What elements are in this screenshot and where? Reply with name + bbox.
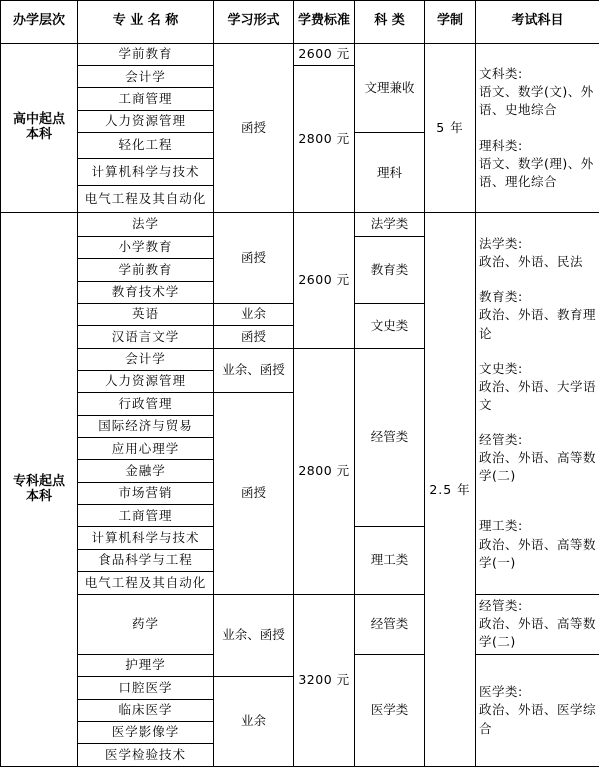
category-cell: 理工类 (355, 527, 425, 594)
major-cell: 法学 (78, 213, 214, 236)
major-cell: 应用心理学 (78, 438, 214, 460)
header-fee: 学费标准 (294, 1, 355, 44)
study-form-cell: 函授 (214, 43, 294, 213)
header-category: 科 类 (355, 1, 425, 44)
major-cell: 计算机科学与技术 (78, 158, 214, 185)
major-cell: 小学教育 (78, 236, 214, 258)
fee-cell: 2800 元 (294, 348, 355, 594)
major-cell: 医学检验技术 (78, 744, 214, 767)
major-cell: 会计学 (78, 348, 214, 370)
level-junior-college: 专科起点 本科 (1, 213, 78, 767)
study-form-cell: 业余、函授 (214, 348, 294, 393)
major-cell: 电气工程及其自动化 (78, 185, 214, 212)
header-exam: 考试科目 (476, 1, 599, 44)
fee-cell: 2800 元 (294, 66, 355, 213)
exam-subjects-cell: 经管类: 政治、外语、高等数学(二) (476, 594, 599, 654)
study-form-cell: 函授 (214, 393, 294, 594)
header-study-form: 学习形式 (214, 1, 294, 44)
major-cell: 行政管理 (78, 393, 214, 415)
category-cell: 医学类 (355, 654, 425, 766)
header-major: 专 业 名 称 (78, 1, 214, 44)
header-level: 办学层次 (1, 1, 78, 44)
category-cell: 教育类 (355, 236, 425, 303)
major-cell: 汉语言文学 (78, 326, 214, 348)
major-cell: 食品科学与工程 (78, 549, 214, 571)
major-cell: 工商管理 (78, 505, 214, 527)
category-cell: 文史类 (355, 303, 425, 348)
major-cell: 教育技术学 (78, 281, 214, 303)
major-cell: 英语 (78, 303, 214, 325)
exam-subjects-cell: 文科类: 语文、数学(文)、外语、史地综合 理科类: 语文、数学(理)、外语、理化综合 (476, 43, 599, 213)
major-cell: 学前教育 (78, 259, 214, 281)
major-cell: 会计学 (78, 66, 214, 88)
major-cell: 电气工程及其自动化 (78, 572, 214, 594)
major-cell: 药学 (78, 594, 214, 654)
major-cell: 工商管理 (78, 88, 214, 110)
study-form-cell: 业余 (214, 677, 294, 767)
fee-cell: 2600 元 (294, 213, 355, 348)
major-cell: 国际经济与贸易 (78, 415, 214, 437)
study-form-cell: 函授 (214, 213, 294, 303)
study-form-cell: 业余 (214, 303, 294, 325)
fee-cell: 2600 元 (294, 43, 355, 65)
header-row (1, 1, 599, 44)
major-cell: 口腔医学 (78, 677, 214, 699)
major-cell: 计算机科学与技术 (78, 527, 214, 549)
exam-subjects-cell: 医学类: 政治、外语、医学综合 (476, 654, 599, 766)
category-cell: 经管类 (355, 348, 425, 527)
major-cell: 临床医学 (78, 699, 214, 721)
category-cell: 经管类 (355, 594, 425, 654)
duration-cell: 2.5 年 (425, 213, 476, 767)
category-cell: 法学类 (355, 213, 425, 236)
category-cell: 文理兼收 (355, 43, 425, 132)
level-high-school: 高中起点 本科 (1, 43, 78, 213)
major-cell: 医学影像学 (78, 721, 214, 743)
major-cell: 人力资源管理 (78, 110, 214, 132)
major-cell: 人力资源管理 (78, 370, 214, 392)
duration-cell: 5 年 (425, 43, 476, 213)
study-form-cell: 业余、函授 (214, 594, 294, 677)
major-cell: 学前教育 (78, 43, 214, 65)
study-form-cell: 函授 (214, 326, 294, 348)
category-cell: 理科 (355, 133, 425, 213)
major-cell: 护理学 (78, 654, 214, 676)
major-cell: 市场营销 (78, 482, 214, 504)
fee-cell: 3200 元 (294, 594, 355, 766)
exam-subjects-cell: 法学类: 政治、外语、民法 教育类: 政治、外语、教育理论 文史类: 政治、外语、大学语文 经管类: 政治、外语、高等数学(二) 理工类: 政治、外语、高等数学(一) (476, 213, 599, 594)
major-cell: 金融学 (78, 460, 214, 482)
major-cell: 轻化工程 (78, 133, 214, 158)
header-duration: 学制 (425, 1, 476, 44)
